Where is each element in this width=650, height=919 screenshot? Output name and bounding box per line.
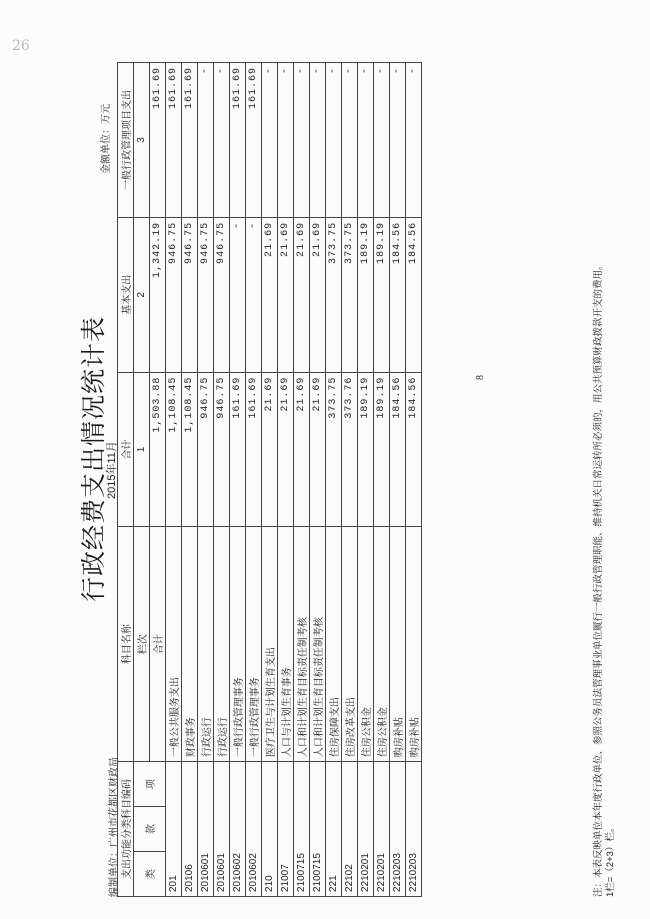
row-basic: 946.75 xyxy=(198,217,214,372)
row-total: 1,108.45 xyxy=(182,372,198,527)
row-admin: - xyxy=(374,63,390,218)
row-name: 行政运行 xyxy=(214,527,230,762)
row-total: 373.76 xyxy=(342,372,358,527)
row-admin: - xyxy=(198,63,214,218)
row-total: 21.69 xyxy=(262,372,278,527)
row-code: 221 xyxy=(326,762,342,897)
col2-index: 2 xyxy=(134,217,150,372)
row-basic: 373.75 xyxy=(326,217,342,372)
table-row xyxy=(166,63,182,897)
table-row xyxy=(262,63,278,897)
xiang-header: 项 xyxy=(134,762,166,807)
row-admin: 161.69 xyxy=(150,63,166,218)
table-row xyxy=(390,63,406,897)
row-name: 人口与计划生育事务 xyxy=(278,527,294,762)
table-row xyxy=(182,63,198,897)
row-total: 21.69 xyxy=(278,372,294,527)
row-total: 161.69 xyxy=(230,372,246,527)
table-row xyxy=(374,63,390,897)
subject-name-header: 科目名称 xyxy=(118,527,134,762)
page-number: 8 xyxy=(475,375,486,380)
row-name: 人口和计划生育目标责任制考核 xyxy=(294,527,310,762)
row-total: 373.75 xyxy=(326,372,342,527)
col1-index: 1 xyxy=(134,372,150,527)
row-code: 2010601 xyxy=(214,762,230,897)
row-name: 一般行政管理事务 xyxy=(246,527,262,762)
row-admin: - xyxy=(278,63,294,218)
row-code: 2010602 xyxy=(246,762,262,897)
table-row xyxy=(230,63,246,897)
row-admin: 161.69 xyxy=(166,63,182,218)
row-name: 人口和计划生育目标责任制考核 xyxy=(310,527,326,762)
row-name: 住房保障支出 xyxy=(326,527,342,762)
lei-header: 类 xyxy=(134,852,166,897)
table-row xyxy=(214,63,230,897)
row-total: 1,108.45 xyxy=(166,372,182,527)
general-admin-header: 一般行政管理项目支出 xyxy=(118,63,134,218)
row-total: 161.69 xyxy=(246,372,262,527)
row-code: 2210203 xyxy=(390,762,406,897)
table-row xyxy=(358,63,374,897)
row-code: 20106 xyxy=(182,762,198,897)
row-name: 住房公积金 xyxy=(358,527,374,762)
row-name: 合计 xyxy=(150,527,166,762)
kuan-header: 款 xyxy=(134,807,166,852)
row-name: 医疗卫生与计划生育支出 xyxy=(262,527,278,762)
row-name: 一般行政管理事务 xyxy=(230,527,246,762)
table-row xyxy=(278,63,294,897)
row-admin: - xyxy=(262,63,278,218)
row-name: 行政运行 xyxy=(198,527,214,762)
row-basic: 184.56 xyxy=(406,217,422,372)
row-admin: - xyxy=(358,63,374,218)
page-title: 行政经费支出情况统计表 xyxy=(79,316,108,603)
row-total: 189.19 xyxy=(358,372,374,527)
table-row xyxy=(198,63,214,897)
total-header: 合计 xyxy=(118,372,134,527)
row-admin: - xyxy=(214,63,230,218)
row-basic: 189.19 xyxy=(358,217,374,372)
row-basic: 21.69 xyxy=(294,217,310,372)
row-basic: 21.69 xyxy=(278,217,294,372)
row-code: 2210203 xyxy=(406,762,422,897)
row-admin: - xyxy=(326,63,342,218)
row-admin: 161.69 xyxy=(246,63,262,218)
footnote-formula: 1栏=（2+3）栏。 xyxy=(605,822,616,897)
row-basic: 946.75 xyxy=(182,217,198,372)
col3-index: 3 xyxy=(134,63,150,218)
row-name: 住房公积金 xyxy=(374,527,390,762)
row-basic: 946.75 xyxy=(166,217,182,372)
handwritten-page-mark: 26 xyxy=(12,38,30,54)
row-basic: 189.19 xyxy=(374,217,390,372)
row-name: 购房补贴 xyxy=(406,527,422,762)
table-row xyxy=(246,63,262,897)
amount-unit: 金额单位：万元 xyxy=(101,104,112,174)
row-total: 946.75 xyxy=(198,372,214,527)
row-total: 1,503.88 xyxy=(150,372,166,527)
row-basic: 21.69 xyxy=(310,217,326,372)
row-basic: 1,342.19 xyxy=(150,217,166,372)
compiler-unit: 编制单位：广州市花都区财政局 xyxy=(109,757,120,897)
row-code: 2100715 xyxy=(294,762,310,897)
code-group-header: 支出功能分类科目编码 xyxy=(118,762,134,897)
row-code: 2210201 xyxy=(374,762,390,897)
row-admin: - xyxy=(390,63,406,218)
row-basic: 184.56 xyxy=(390,217,406,372)
table-row xyxy=(310,63,326,897)
row-admin: - xyxy=(342,63,358,218)
row-admin: 161.69 xyxy=(182,63,198,218)
row-code: 22102 xyxy=(342,762,358,897)
report-period: 2015年11月 xyxy=(106,441,118,499)
row-total: 21.69 xyxy=(294,372,310,527)
row-basic: 946.75 xyxy=(214,217,230,372)
table-body xyxy=(166,63,422,897)
row-total: 189.19 xyxy=(374,372,390,527)
row-code: 2010601 xyxy=(198,762,214,897)
table-row xyxy=(406,63,422,897)
row-code: 2210201 xyxy=(358,762,374,897)
row-admin: - xyxy=(310,63,326,218)
table-row xyxy=(342,63,358,897)
row-admin: 161.69 xyxy=(230,63,246,218)
row-name: 购房补贴 xyxy=(390,527,406,762)
row-admin: - xyxy=(294,63,310,218)
row-admin: - xyxy=(406,63,422,218)
row-name: 财政事务 xyxy=(182,527,198,762)
row-basic: 21.69 xyxy=(262,217,278,372)
row-total: 184.56 xyxy=(390,372,406,527)
expense-table xyxy=(117,62,422,897)
row-code: 210 xyxy=(262,762,278,897)
row-basic: - xyxy=(230,217,246,372)
row-name: 住房改革支出 xyxy=(342,527,358,762)
row-name: 一般公共服务支出 xyxy=(166,527,182,762)
row-basic: 373.75 xyxy=(342,217,358,372)
row-total: 21.69 xyxy=(310,372,326,527)
row-total: 184.56 xyxy=(406,372,422,527)
row-code: 21007 xyxy=(278,762,294,897)
row-code: 2100715 xyxy=(310,762,326,897)
column-index-label: 栏次 xyxy=(134,527,150,762)
row-code: 2010602 xyxy=(230,762,246,897)
footnote: 注：本表反映单位本年度行政单位、参照公务员法管理事业单位履行一般行政管理职能、维持机关日常运转所必须的，用公共预算财政拨款开支的费用。 xyxy=(593,260,604,897)
basic-header: 基本支出 xyxy=(118,217,134,372)
row-total: 946.75 xyxy=(214,372,230,527)
table-row xyxy=(326,63,342,897)
table-row xyxy=(294,63,310,897)
row-code: 201 xyxy=(166,762,182,897)
row-basic: - xyxy=(246,217,262,372)
